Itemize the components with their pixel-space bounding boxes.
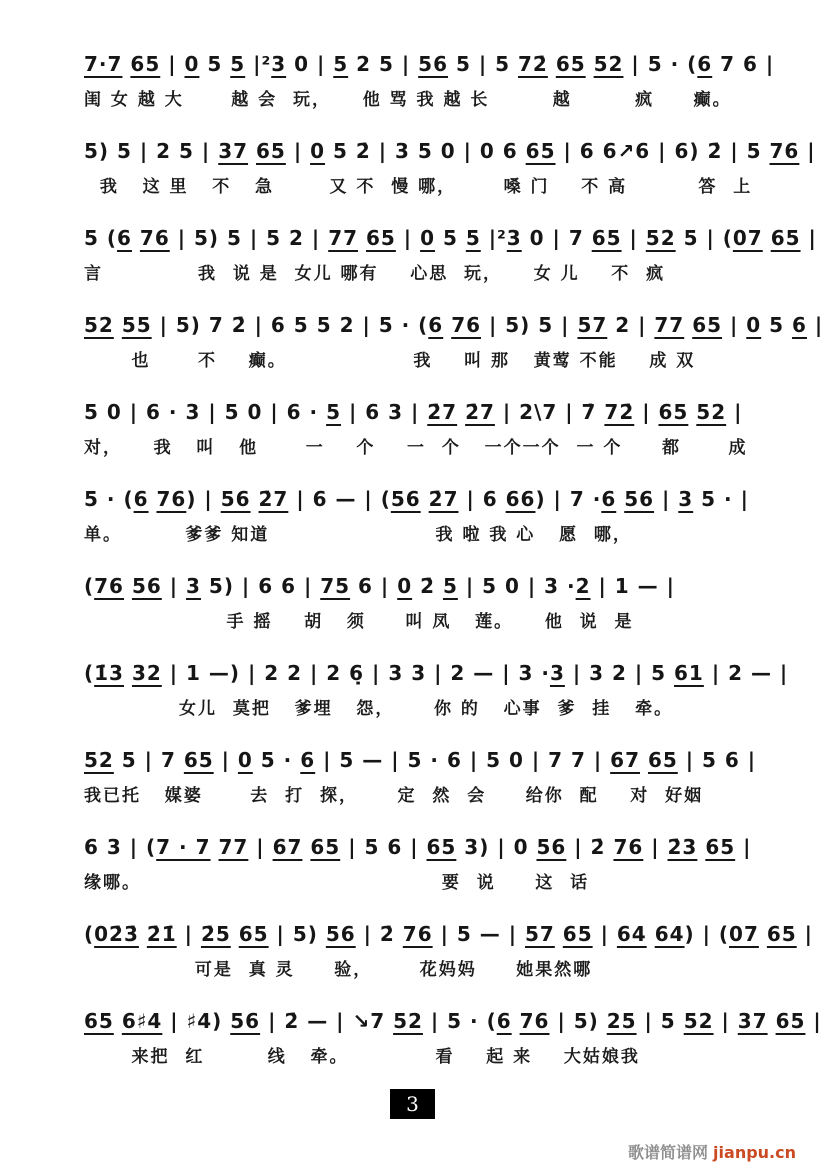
- music-line: [84, 226, 817, 313]
- lyrics-row: 手 摇 胡 须 叫 凤 莲。 他 说 是: [84, 612, 634, 632]
- music-line: [84, 574, 806, 661]
- lyrics-row: 对， 我 叫 他 一 个 一 个 一个一个 一 个 都 成: [84, 438, 748, 458]
- music-line: [84, 139, 816, 226]
- notation-row: (02̇3̇ 2̇1̇ | 2̇5 65 | 5) 56 | 2̇ 76 | 5 — | 57 65 | 64 64) | (07 65 |: [84, 922, 813, 946]
- lyrics-row: 我已托 媒婆 去 打 探， 定 然 会 给你 配 对 好姻: [84, 786, 704, 806]
- lyrics-row: 单。 爹爹 知道 我 啦 我 心 愿 哪，: [84, 525, 632, 545]
- lyrics-row: 我 这 里 不 急 又 不 慢 哪， 嗓 门 不 高 答 上: [84, 177, 753, 197]
- page-number-box: [390, 1089, 435, 1119]
- lyrics-row: 来把 红 线 牵。 看 起 来 大姑娘我: [84, 1047, 640, 1067]
- watermark: [628, 1140, 796, 1163]
- notation-row: 5 (6 76 | 5) 5 | 5 2 | 77 65 | 0 5 5 |²3 0 | 7 65 | 52 5 | (07 65 |: [84, 226, 817, 250]
- music-line: [84, 313, 824, 400]
- lyrics-row: 言 我 说 是 女儿 哪有 心思 玩， 女 儿 不 疯: [84, 264, 666, 284]
- music-line: [84, 748, 806, 835]
- score-lines: [84, 52, 824, 1096]
- music-line: [84, 487, 806, 574]
- notation-row: 52 55 | 5) 7 2̇ | 6 5 5 2 | 5 · (6 76 | 5) 5 | 57 2 | 77 65 | 0 5 6 |: [84, 313, 824, 337]
- notation-row: 5) 5 | 2 5 | 37 65 | 0 5 2̇ | 3 5 0 | 0 6 65 | 6 6↗6 | 6) 2̇ | 5 76 |: [84, 139, 816, 163]
- watermark-site-name: 歌谱简谱网: [627, 1143, 708, 1162]
- notation-row: 6 3 | (7 · 7 77 | 67 65 | 5 6 | 65 3) | 0 56 | 2̇ 76 | 2̇3 65 |: [84, 835, 752, 859]
- lyrics-row: 也 不 癫。 我 叫 那 黄莺 不能 成 双: [84, 351, 696, 371]
- music-line: [84, 835, 806, 922]
- lyrics-row: 女儿 莫把 爹埋 怨， 你 的 心事 爹 挂 牵。: [84, 699, 674, 719]
- lyrics-row: 可是 真 灵 验， 花妈妈 她果然哪: [84, 960, 593, 980]
- music-line: [84, 400, 806, 487]
- music-line: [84, 52, 806, 139]
- page-number: 3: [406, 1092, 419, 1116]
- notation-row: 5 0 | 6 · 3 | 5 0 | 6 · 5 | 6 3 | 2̇7 2̇7 | 2\7 | 7̇ 72̇ | 65 52 |: [84, 400, 743, 424]
- notation-row: (76 56 | 3 5) | 6 6 | 75 6 | 0 2̇ 5 | 5 0 | 3 ·2 | 1 — |: [84, 574, 675, 598]
- music-line: [84, 922, 813, 1009]
- music-line: [84, 1009, 822, 1096]
- notation-row: 5 · (6 76) | 56 2̇7 | 6 — | (56 2̇7 | 6 66) | 7 ·6 56 | 3 5 · |: [84, 487, 749, 511]
- notation-row: (1̇3 32 | 1 —) | 2 2 | 2 6̣ | 3 3 | 2 — | 3 ·3 | 3 2 | 5 61 | 2 — |: [84, 661, 789, 685]
- watermark-site-link[interactable]: jianpu.cn: [713, 1143, 796, 1162]
- notation-row: 65 6♯4 | ♯4) 56 | 2̇ — | ↘7 52 | 5 · (6 76 | 5) 25 | 5 52 | 37 65 |: [84, 1009, 822, 1033]
- lyrics-row: 闺 女 越 大 越 会 玩， 他 骂 我 越 长 越 疯 癫。: [84, 90, 732, 110]
- notation-row: 7·7 65 | 0 5 5 |²3 0 | 5 2 5 | 56 5 | 5 72̇ 65 52 | 5 · (6 7 6 |: [84, 52, 775, 76]
- lyrics-row: 缘哪。 要 说 这 话: [84, 873, 590, 893]
- notation-row: 52 5 | 7 65 | 0 5 · 6 | 5 — | 5 · 6 | 5 0 | 7 7 | 67 65 | 5 6 |: [84, 748, 757, 772]
- music-line: [84, 661, 806, 748]
